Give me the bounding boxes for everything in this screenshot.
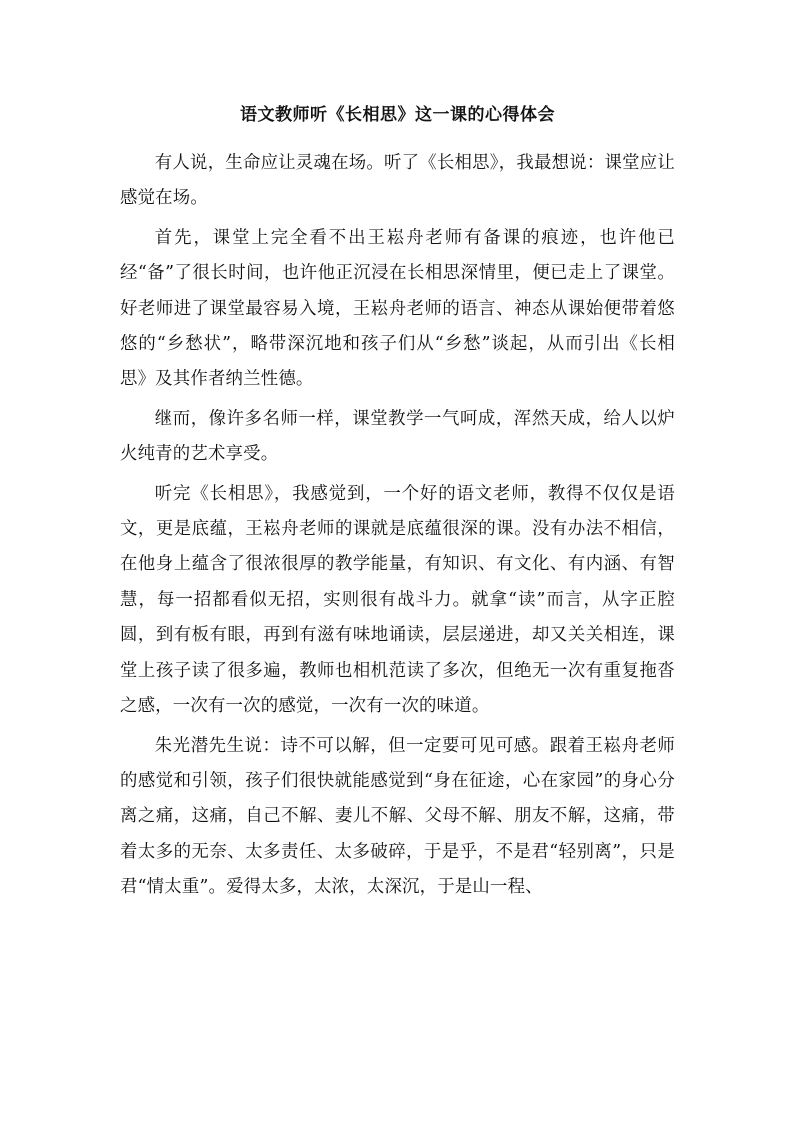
paragraph-5: 朱光潜先生说：诗不可以解，但一定要可见可感。跟着王崧舟老师的感觉和引领，孩子们很快就能感觉到“身在征途，心在家园”的身心分离之痛，这痛，自己不解、妻儿不解、父母不解、朋友不解，这痛，带着太多的无奈、太多责任、太多破碎，于是乎，不是君“轻别离”，只是君“情太重”。爱得太多，太浓，太深沉，于是山一程、 <box>120 735 675 898</box>
paragraph-2: 首先，课堂上完全看不出王崧舟老师有备课的痕迹，也许他已经“备”了很长时间，也许他正沉浸在长相思深情里，便已走上了课堂。好老师进了课堂最容易入境，王崧舟老师的语言、神态从课始便带着悠悠的“乡愁状”，略带深沉地和孩子们从“乡愁”谈起，从而引出《长相思》及其作者纳兰性德。 <box>120 227 675 390</box>
document-title: 语文教师听《长相思》这一课的心得体会 <box>240 105 555 125</box>
paragraph-4: 听完《长相思》，我感觉到，一个好的语文老师，教得不仅仅是语文，更是底蕴，王崧舟老师的课就是底蕴很深的课。没有办法不相信，在他身上蕴含了很浓很厚的教学能量，有知识、有文化、有内涵、有智慧，每一招都看似无招，实则很有战斗力。就拿“读”而言，从字正腔圆，到有板有眼，再到有滋有味地诵读，层层递进，却又关关相连，课堂上孩子读了很多遍，教师也相机范读了多次，但绝无一次有重复拖沓之感，一次有一次的感觉，一次有一次的味道。 <box>120 483 675 717</box>
paragraph-1: 有人说，生命应让灵魂在场。听了《长相思》，我最想说：课堂应让感觉在场。 <box>120 153 675 209</box>
paragraph-3: 继而，像许多名师一样，课堂教学一气呵成，浑然天成，给人以炉火纯青的艺术享受。 <box>120 408 675 465</box>
document-body <box>120 100 675 910</box>
